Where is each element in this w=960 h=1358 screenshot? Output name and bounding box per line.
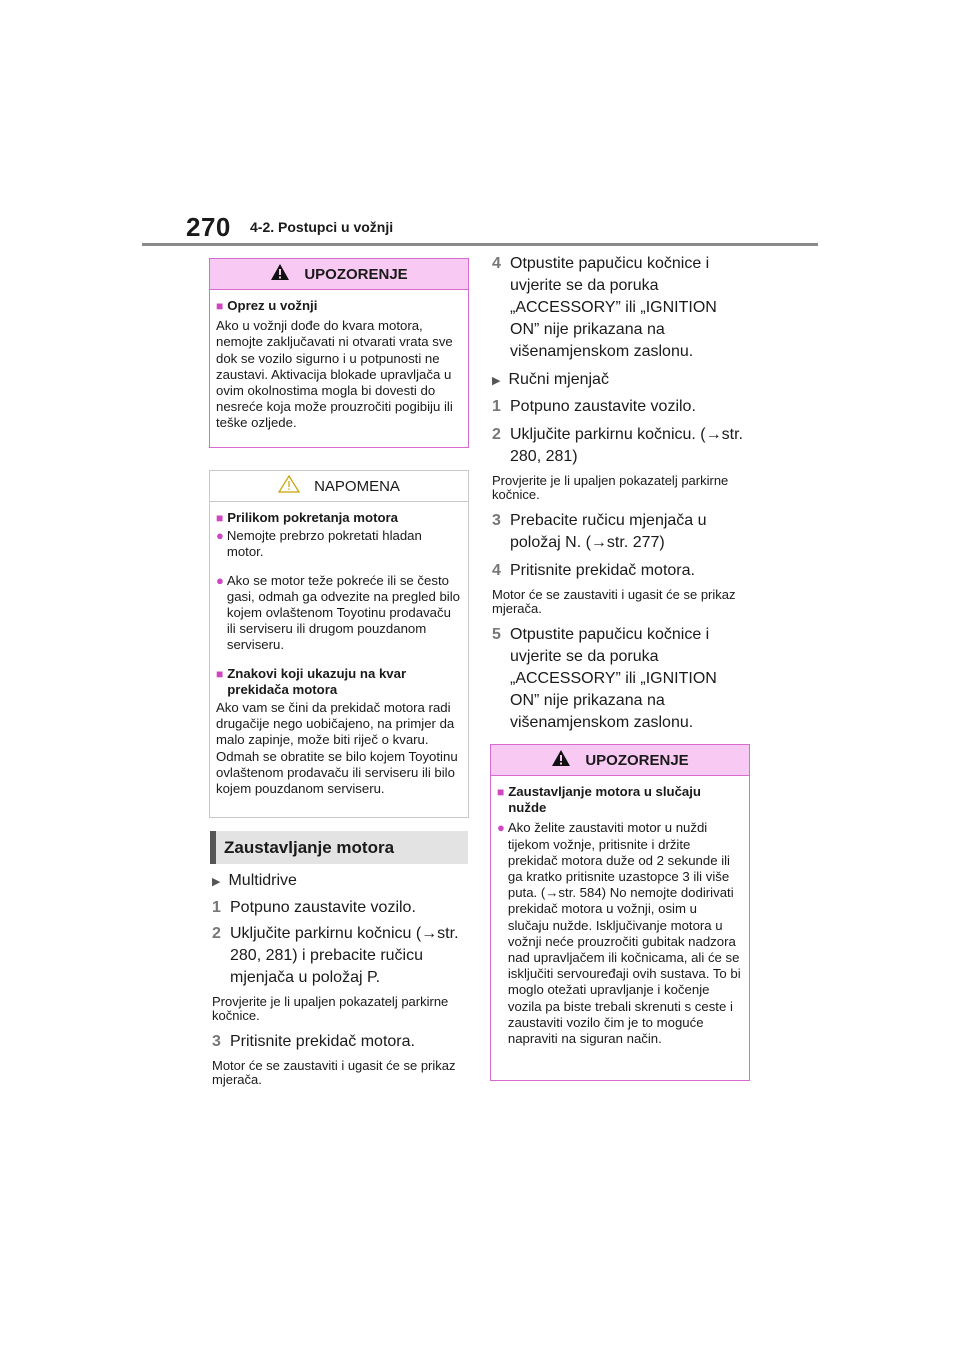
warning-header	[210, 259, 468, 290]
multidrive-step-4: 4 Otpustite papučicu kočnice i uvjerite se da poruka „ACCESSORY” ili „IGNITION ON” nije prikazana na višenamjenskom zaslonu.	[492, 255, 717, 360]
round-bullet-icon: ●	[216, 528, 224, 544]
multidrive-label: ▶ Multidrive	[212, 872, 297, 889]
manual-step-1: 1 Potpuno zaustavite vozilo.	[492, 398, 696, 415]
square-bullet-icon: ■	[216, 511, 224, 525]
manual-label: ▶ Ručni mjenjač	[492, 371, 609, 388]
multidrive-step-3: 3 Pritisnite prekidač motora.	[212, 1033, 415, 1050]
square-bullet-icon: ■	[497, 785, 505, 799]
notice-header	[210, 471, 468, 502]
notice-text: Ako vam se čini da prekidač motora radi drugačije nego uobičajeno, na primjer da malo zapinje, može biti riječ o kvaru. Odmah se obratite se bilo kojem Toyotinu ovlaštenom prodavaču ili serviseru ili bilo kojem pouzdanom serviseru.	[216, 700, 458, 797]
page-number: 270	[186, 212, 231, 242]
manual-step-3: 3 Prebacite ručicu mjenjača u položaj N. (→str. 277)	[492, 512, 707, 551]
warning-heading: UPOZORENJE	[585, 751, 689, 769]
warning-heading: UPOZORENJE	[304, 265, 408, 283]
notice-bullet: ● Ako se motor teže pokreće ili se često gasi, odmah ga odvezite na pregled bilo kojem ovlaštenom Toyotinu prodavaču ili serviseru ili drugom pouzdanom serviseru.	[216, 572, 460, 653]
round-bullet-icon: ●	[497, 820, 505, 836]
round-bullet-icon: ●	[216, 572, 224, 588]
notice-group-title: ■ Znakovi koji ukazuju na kvar prekidača motora	[216, 665, 407, 697]
warning-header	[491, 745, 749, 776]
multidrive-note-3: Motor će se zaustaviti i ugasit će se prikaz mjerača.	[212, 1058, 456, 1087]
square-bullet-icon: ■	[216, 299, 224, 313]
warning-body	[210, 290, 468, 438]
manual-step-5: 5 Otpustite papučicu kočnice i uvjerite se da poruka „ACCESSORY” ili „IGNITION ON” nije prikazana na višenamjenskom zaslonu.	[492, 626, 717, 731]
triangle-right-icon: ▶	[212, 876, 221, 888]
notice-box	[209, 470, 469, 818]
manual-step-4: 4 Pritisnite prekidač motora.	[492, 562, 695, 579]
manual-step-2: 2 Uključite parkirnu kočnicu. (→str. 280, 281)	[492, 426, 743, 465]
notice-bullet: ● Nemojte prebrzo pokretati hladan motor.	[216, 528, 422, 560]
warning-bullet: ● Ako želite zaustaviti motor u nuždi tijekom vožnje, pritisnite i držite prekidač motora duže od 2 sekunde ili ga kratko pritisnite uzastopce 3 ili više puta. (→str. 584) No nemojte dodirivati prekidač motora u vožnji, osim u slučaju nužde. Isključivanje motora u vožnji neće prouzročiti gubitak nadzora nad upravljačem ili kočnicama, ali će se isključiti servouređaji ovih sustava. To bi moglo otežati upravljanje i kočenje vozila pa biste trebali skrenuti s ceste i zaustaviti vozilo čim je to moguće napraviti na siguran način.	[497, 820, 741, 1047]
triangle-right-icon: ▶	[492, 375, 501, 387]
multidrive-procedure	[212, 870, 470, 1087]
multidrive-step-1: 1 Potpuno zaustavite vozilo.	[212, 899, 416, 916]
caution-outline-icon	[278, 475, 300, 497]
warning-subtitle: ■ Zaustavljanje motora u slučaju nužde	[497, 784, 701, 816]
manual-note-4: Motor će se zaustaviti i ugasit će se prikaz mjerača.	[492, 587, 736, 616]
header-divider	[142, 243, 818, 246]
warning-box-driving	[209, 258, 469, 448]
right-column	[492, 253, 750, 734]
notice-body	[210, 502, 468, 803]
section-heading: Zaustavljanje motora	[210, 831, 468, 864]
warning-triangle-icon	[270, 263, 290, 285]
notice-group-title: ■ Prilikom pokretanja motora	[216, 510, 398, 525]
multidrive-step-2: 2 Uključite parkirnu kočnicu (→str. 280, 281) i prebacite ručicu mjenjača u položaj P.	[212, 925, 459, 986]
warning-text: Ako u vožnji dođe do kvara motora, nemojte zaključavati ni otvarati vrata sve dok se vozilo sigurno i u potpunosti ne zaustavi. Aktivacija blokade upravljača u ovim okolnostima mogla bi dovesti do nesreće koja može prouzročiti pogibiju ili teške ozljede.	[216, 318, 453, 431]
warning-triangle-icon	[551, 749, 571, 771]
manual-note-2: Provjerite je li upaljen pokazatelj parkirne kočnice.	[492, 473, 729, 502]
notice-heading: NAPOMENA	[314, 477, 400, 495]
warning-box-emergency	[490, 744, 750, 1081]
square-bullet-icon: ■	[216, 666, 224, 681]
multidrive-note-2: Provjerite je li upaljen pokazatelj parkirne kočnice.	[212, 994, 449, 1023]
warning-subtitle: ■ Oprez u vožnji	[216, 298, 318, 313]
warning-body	[491, 776, 749, 1053]
section-title: 4-2. Postupci u vožnji	[250, 219, 394, 235]
